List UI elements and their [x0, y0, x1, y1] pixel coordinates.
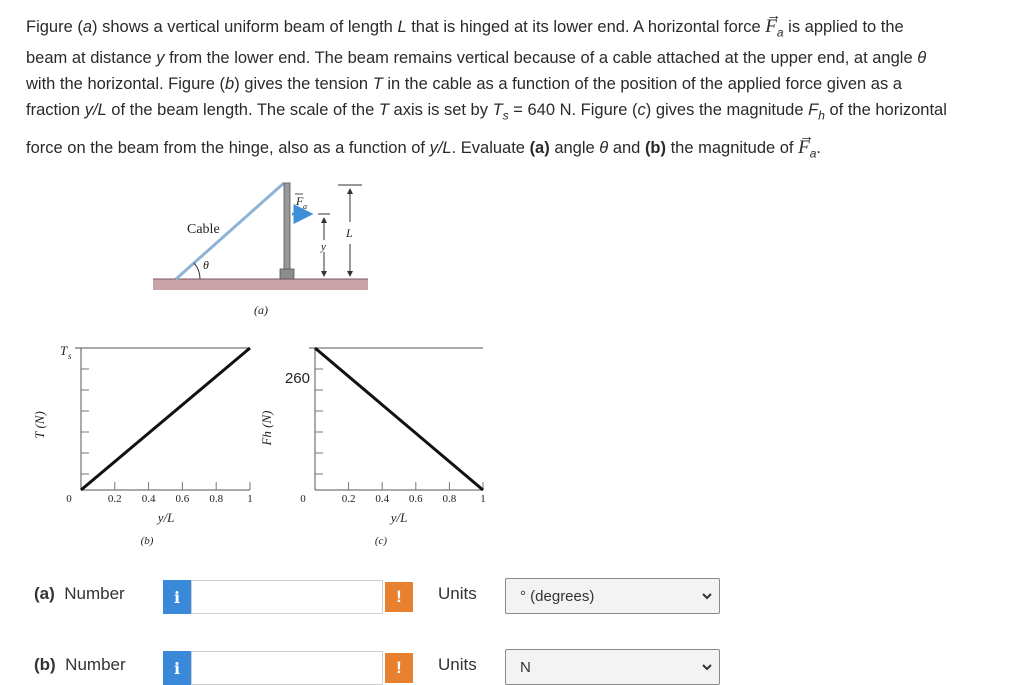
beam-diagram	[153, 183, 368, 317]
chart-c-x-tick-label: 0	[300, 493, 306, 505]
answer-a-units-value: ° (degrees)	[520, 587, 595, 605]
force-vector-symbol: → F	[765, 16, 777, 37]
answer-b-units-value: N	[520, 658, 531, 676]
chart-b-ytick-label: T	[60, 343, 68, 358]
answer-row-a	[0, 578, 1024, 614]
tension-chart	[32, 343, 253, 547]
answer-b-input[interactable]	[191, 651, 383, 685]
theta-arc	[194, 263, 200, 279]
warning-icon[interactable]: !	[385, 582, 413, 612]
answer-b-label: (b) Number	[34, 655, 126, 674]
chart-b-x-tick-label: 0	[66, 493, 72, 505]
ground	[153, 279, 368, 290]
chart-c-x-tick-label: 0.8	[442, 493, 457, 505]
chart-b-x-tick-label: 0.6	[175, 493, 190, 505]
chart-c-caption: (c)	[374, 535, 388, 547]
info-icon[interactable]: i	[163, 580, 191, 614]
figure-panel	[0, 160, 1024, 560]
chart-c-series-line	[315, 348, 483, 490]
chevron-down-icon	[701, 661, 713, 673]
chart-c-ylabel: Fh (N)	[259, 410, 274, 446]
problem-line-2: beam at distance y from the lower end. The beam remains vertical because of a cable attached at the upper end, at angle θ	[26, 49, 927, 68]
answer-a-input[interactable]	[191, 580, 383, 614]
chart-b-series-line	[81, 348, 250, 490]
chart-c-x-tick-label: 0.4	[375, 493, 390, 505]
y-label: y	[321, 241, 326, 253]
figure-a-caption: (a)	[254, 303, 268, 317]
chart-c-xlabel: y/L	[390, 510, 408, 525]
cable-label: Cable	[187, 222, 220, 237]
chart-c-x-tick-label: 1	[480, 493, 486, 505]
force-label: F	[296, 194, 304, 208]
chart-b-ytick-sub: s	[68, 351, 72, 361]
chart-b-xlabel: y/L	[157, 510, 175, 525]
chart-c-ytick-label: 260	[284, 370, 310, 387]
answer-a-units-label: Units	[438, 584, 477, 603]
hinge	[280, 269, 294, 279]
answer-b-units-label: Units	[438, 655, 477, 674]
L-label: L	[346, 226, 353, 240]
answer-b-units-select[interactable]	[505, 649, 720, 685]
chart-b-ylabel: T (N)	[32, 411, 47, 439]
problem-line-4: fraction y/L of the beam length. The scale of the T axis is set by $T_s = 640$ N. Figure (c) gives the magnitude $F_h$ of the horizontal	[26, 101, 947, 123]
hinge-force-chart	[259, 348, 486, 547]
chart-c-x-tick-label: 0.2	[341, 493, 356, 505]
warning-icon[interactable]: !	[385, 653, 413, 683]
problem-line-1: Figure (a) shows a vertical uniform beam of length L that is hinged at its lower end. A horizontal force → $F_a$ is applied to the	[26, 14, 1001, 45]
problem-line-3: with the horizontal. Figure (b) gives the tension T in the cable as a function of the position of the applied force given as a	[26, 75, 902, 94]
chart-b-x-tick-label: 0.2	[107, 493, 122, 505]
chart-b-x-tick-label: 1	[247, 493, 253, 505]
answer-a-units-select[interactable]	[505, 578, 720, 614]
problem-line-5: force on the beam from the hinge, also as a function of y/L. Evaluate (a) angle θ and (b) the magnitude of → $F_a$.	[26, 135, 1001, 166]
chart-b-x-tick-label: 0.8	[209, 493, 224, 505]
info-icon[interactable]: i	[163, 651, 191, 685]
chart-c-x-tick-label: 0.6	[408, 493, 423, 505]
problem-statement	[26, 14, 1001, 166]
chevron-down-icon	[701, 590, 713, 602]
answer-row-b	[0, 649, 1024, 685]
chart-b-x-tick-label: 0.4	[141, 493, 156, 505]
chart-b-caption: (b)	[140, 535, 154, 547]
beam	[284, 183, 290, 277]
answer-a-label: (a) Number	[34, 584, 125, 603]
theta-label: θ	[203, 258, 209, 272]
force-label-sub: a	[303, 202, 307, 211]
